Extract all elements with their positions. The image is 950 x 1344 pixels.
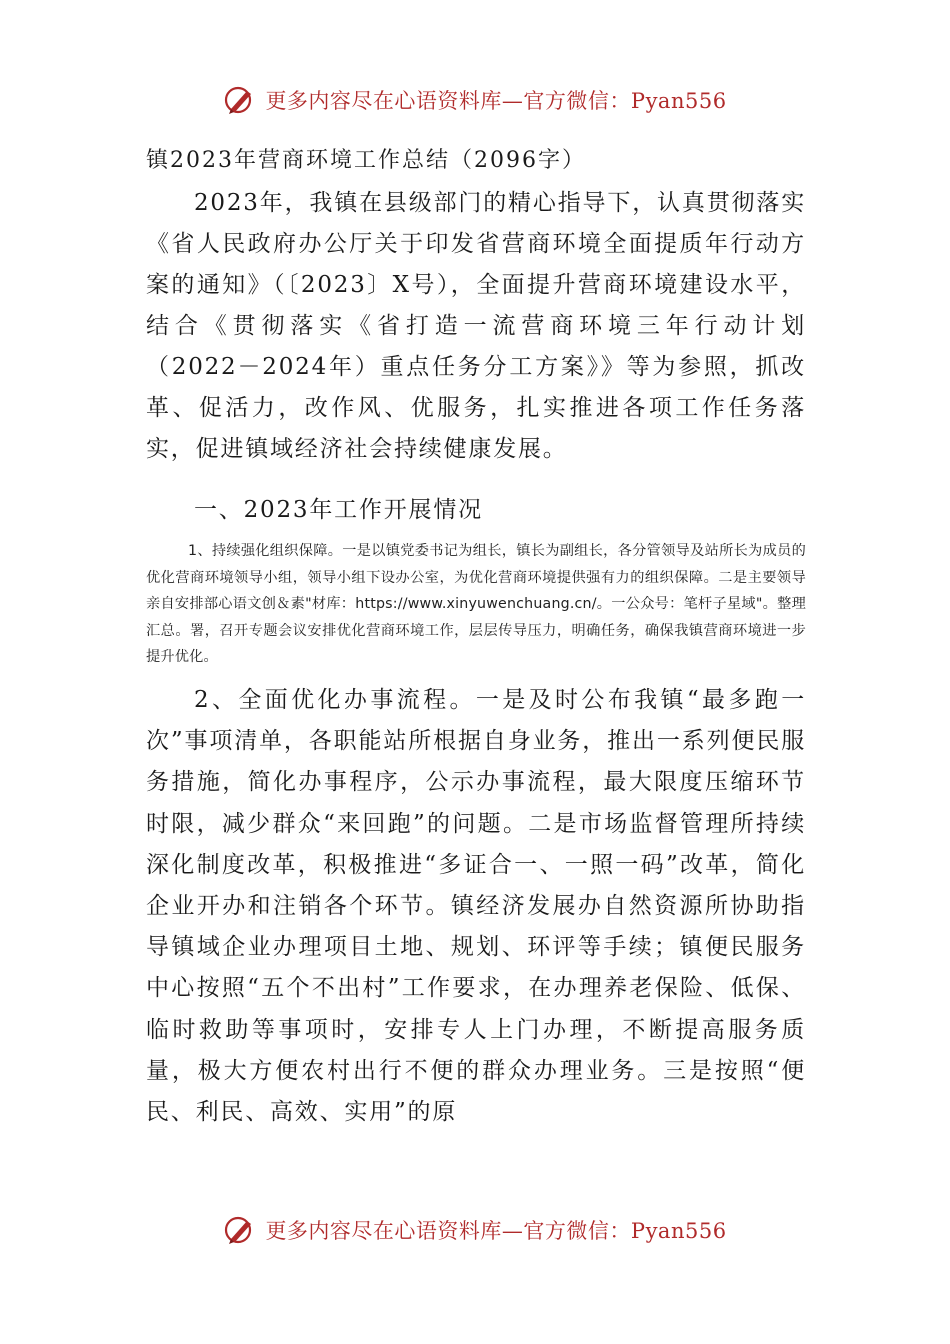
item-1-text: 1、持续强化组织保障。一是以镇党委书记为组长，镇长为副组长，各分管领导及站所长为成员的优化营商环境领导小组，领导小组下设办公室，为优化营商环境提供强有力的组织保障。二是主要领导亲自安排部心语文创＆素"材库：https://www.xinyuwenchuang.cn/。一公众号：笔杆子星域"。整理汇总。署，召开专题会议安排优化营商环境工作，层层传导压力，明确任务，确保我镇营商环境进一步提升优化。	[146, 543, 806, 665]
section-heading: 一、2023年工作开展情况	[194, 497, 483, 523]
item-1-paragraph	[146, 538, 806, 671]
pen-logo-icon	[223, 83, 257, 117]
intro-paragraph	[146, 183, 806, 470]
intro-text: 2023年，我镇在县级部门的精心指导下，认真贯彻落实《省人民政府办公厅关于印发省营商环境全面提质年行动方案的通知》（〔2023〕X号），全面提升营商环境建设水平，结合《贯彻落实《省打造一流营商环境三年行动计划（2022－2024年）重点任务分工方案》》等为参照，抓改革、促活力，改作风、优服务，扎实推进各项工作任务落实，促进镇域经济社会持续健康发展。	[146, 190, 806, 462]
item-2-text: 2、全面优化办事流程。一是及时公布我镇“最多跑一次”事项清单，各职能站所根据自身业务，推出一系列便民服务措施，简化办事程序，公示办事流程，最大限度压缩环节时限，减少群众“来回跑”的问题。二是市场监督管理所持续深化制度改革，积极推进“多证合一、一照一码”改革，简化企业开办和注销各个环节。镇经济发展办自然资源所协助指导镇域企业办理项目土地、规划、环评等手续；镇便民服务中心按照“五个不出村”工作要求，在办理养老保险、低保、临时救助等事项时，安排专人上门办理，不断提高服务质量，极大方便农村出行不便的群众办理业务。三是按照“便民、利民、高效、实用”的原	[146, 687, 806, 1126]
pen-logo-icon	[223, 1213, 257, 1247]
item-2-paragraph	[146, 680, 806, 1133]
watermark-text: 更多内容尽在心语资料库—官方微信：Pyan556	[265, 1219, 727, 1243]
watermark-banner-top	[0, 80, 950, 120]
document-title: 镇2023年营商环境工作总结（2096字）	[146, 148, 586, 173]
watermark-text: 更多内容尽在心语资料库—官方微信：Pyan556	[265, 89, 727, 113]
watermark-banner-bottom	[0, 1210, 950, 1250]
